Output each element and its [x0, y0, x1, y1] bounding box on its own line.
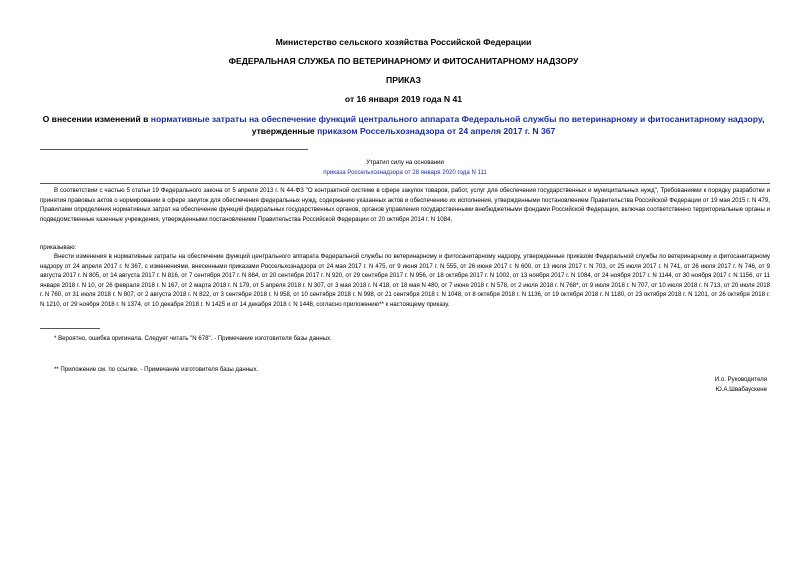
title-link-norm-costs[interactable]: нормативные затраты на обеспечение функций центрального аппарата Федеральной службы по ветеринарному и фитосанитарному надзору	[150, 114, 762, 124]
order-word: приказываю:	[40, 244, 77, 251]
title-middle: , утвержденные	[251, 114, 765, 136]
title-prefix: О внесении изменений в	[42, 114, 151, 124]
signature-name: Ю.А.Швабаускене	[715, 386, 767, 393]
divider-body	[40, 183, 770, 184]
preamble-paragraph: В соответствии с частью 5 статьи 19 Федерального закона от 5 апреля 2013 г. N 44-ФЗ "О контрактной системе в сфере закупок товаров, работ, услуг для обеспечения государственных и муниципальных нужд", Требованиями к порядку разработки и принятия правовых актов о нормировании в сфере закупок для обеспечения федеральных нужд, содержанию указанных актов и обеспечению их исполнения, утвержденными постановлением Правительства Российской Федерации от 19 мая 2015 г. N 479, Правилами определения нормативных затрат на обеспечение функций федеральных государственных органов, органов управления государственными внебюджетными фондами Российской Федерации, включая соответственно территориальные органы и подведомственные казенные учреждения, утвержденными постановлением Правительства Российской Федерации от 20 октября 2014 г. N 1084,	[40, 187, 770, 223]
service-heading: ФЕДЕРАЛЬНАЯ СЛУЖБА ПО ВЕТЕРИНАРНОМУ И ФИТОСАНИТАРНОМУ НАДЗОРУ	[228, 56, 579, 66]
main-paragraph: Внести изменения в нормативные затраты на обеспечение функций центрального аппарата Федеральной службы по ветеринарному и фитосанитарному надзору, утвержденные приказом Федеральной службы по ветеринарному и фитосанитарному надзору от 24 апреля 2017 г. N 367, с изменениями, внесенными приказами Россельхознадзора от 24 мая 2017 г. N 475, от 9 июня 2017 г. N 555, от 26 июня 2017 г. N 600, от 13 июля 2017 г. N 703, от 25 июля 2017 г. N 741, от 26 июля 2017 г. N 746, от 9 августа 2017 г. N 805, от 14 августа 2017 г. N 816, от 7 сентября 2017 г. N 884, от 20 сентября 2017 г. N 920, от 29 сентября 2017 г. N 956, от 18 октября 2017 г. N 1002, от 13 ноября 2017 г. N 1084, от 24 ноября 2017 г. N 1144, от 30 ноября 2017 г. N 1156, от 11 января 2018 г. N 10, от 26 февраля 2018 г. N 167, от 2 марта 2018 г. N 179, от 5 апреля 2018 г. N 307, от 3 мая 2018 г. N 418, от 18 мая N 480, от 7 июня 2018 г. N 578, от 2 июля 2018 г. N 768*, от 9 июля 2018 г. N 707, от 10 июля 2018 г. N 713, от 20 июля 2018 г. N 760, от 31 июля 2018 г. N 807, от 2 августа 2018 г. N 822, от 3 сентября 2018 г. N 958, от 10 сентября 2018 г. N 998, от 21 сентября 2018 г. N 1048, от 8 октября 2018 г. N 1136, от 19 октября 2018 г. N 1180, от 23 октября 2018 г. N 1201, от 26 октября 2018 г. N 1210, от 29 ноября 2018 г. N 1374, от 10 декабря 2018 г. N 1425 и от 14 декабря 2018 г. N 1448, согласно приложению** к настоящему приказу.	[40, 253, 770, 308]
signature-block	[715, 375, 767, 395]
status-note-label: Утратил силу на основании	[366, 159, 444, 166]
doc-date: от 16 января 2019 года N 41	[344, 94, 463, 104]
signature-position: И.о. Руководителя	[714, 376, 767, 383]
document-title	[40, 113, 767, 137]
title-link-order-367[interactable]: приказом Россельхознадзора от 24 апреля 2017 г. N 367	[317, 126, 556, 136]
footnote-1: * Вероятно, ошибка оригинала. Следует читать "N 678". - Примечание изготовителя базы данных.	[54, 335, 332, 342]
status-note	[240, 158, 570, 178]
status-note-link[interactable]: приказа Россельхознадзора от 28 января 2020 года N 111	[323, 169, 487, 176]
footnote-2: ** Приложение см. по ссылке. - Примечание изготовителя базы данных.	[54, 366, 259, 373]
ministry-heading: Министерство сельского хозяйства Российской Федерации	[275, 37, 532, 47]
footnote-divider	[40, 328, 100, 329]
doc-type-heading: ПРИКАЗ	[386, 75, 421, 85]
divider-top	[40, 149, 308, 150]
